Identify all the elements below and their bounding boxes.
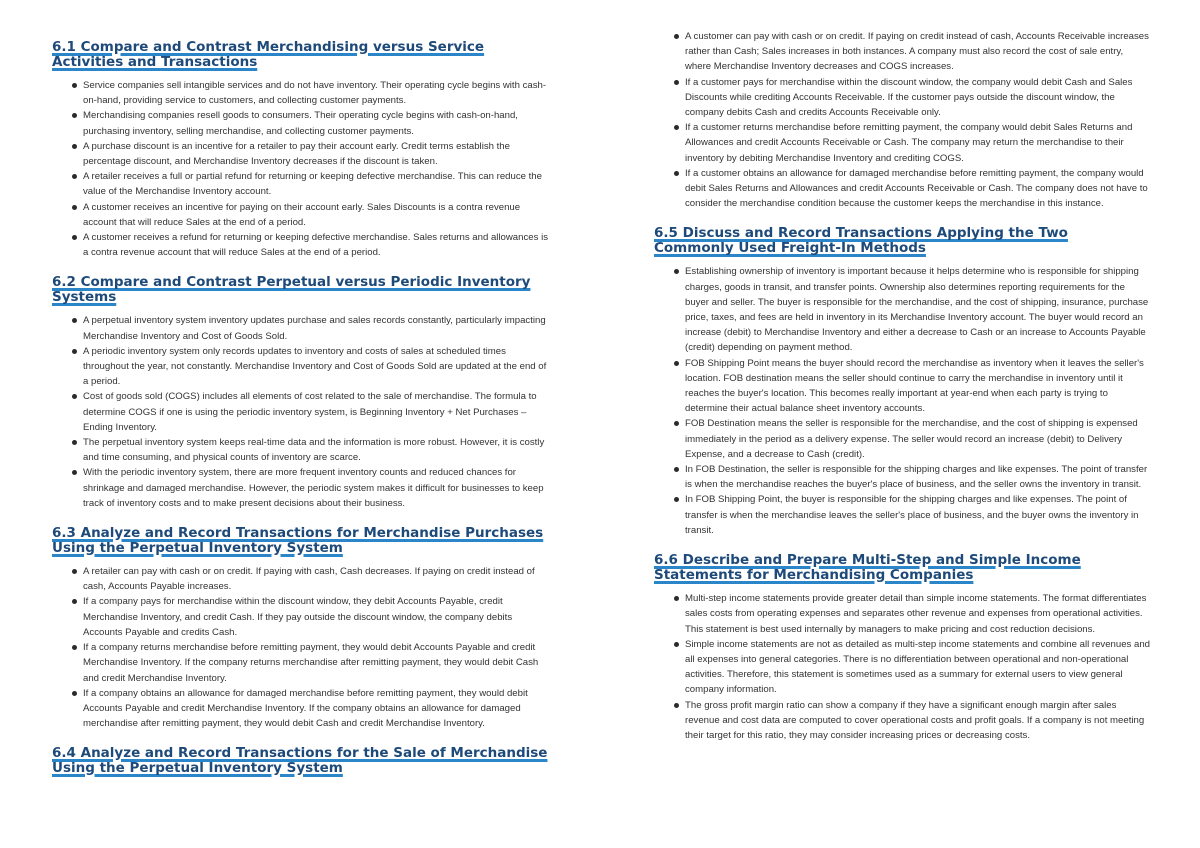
bullet-list: [52, 313, 548, 511]
section-title: 6.4 Analyze and Record Transactions for the Sale of Merchandise Using the Perpetual Inventory System: [52, 745, 548, 777]
list-item: A customer can pay with cash or on credit. If paying on credit instead of cash, Accounts Receivable increases rather than Cash; Sales increases in both instances. A company must also record the cost of sale entry, where Merchandise Inventory decreases and COGS increases.: [654, 29, 1150, 75]
list-item: A perpetual inventory system inventory updates purchase and sales records constantly, particularly impacting Merchandise Inventory and Cost of Goods Sold.: [52, 313, 548, 343]
bullet-list: [654, 29, 1150, 211]
list-item: FOB Shipping Point means the buyer should record the merchandise as inventory when it leaves the seller's location. FOB destination means the seller should continue to carry the merchandise in inventory until it reaches the buyer's location. This becomes really important at year-end when each party is trying to determine their actual balance sheet inventory accounts.: [654, 356, 1150, 417]
list-item: A retailer receives a full or partial refund for returning or keeping defective merchandise. This can reduce the value of the Merchandise Inventory account.: [52, 169, 548, 199]
section-title: 6.6 Describe and Prepare Multi-Step and Simple Income Statements for Merchandising Companies: [654, 552, 1081, 584]
list-item: A retailer can pay with cash or on credit. If paying with cash, Cash decreases. If paying on credit instead of cash, Accounts Payable increases.: [52, 564, 548, 594]
section-6-6: [654, 553, 1150, 743]
right-column: [654, 29, 1150, 743]
section-6-3: [52, 526, 548, 731]
section-6-4-content: [654, 29, 1150, 211]
list-item: Merchandising companies resell goods to consumers. Their operating cycle begins with cash-on-hand, purchasing inventory, selling merchandise, and collecting customer payments.: [52, 108, 548, 138]
list-item: FOB Destination means the seller is responsible for the merchandise, and the cost of shipping is expensed immediately in the period as a delivery expense. The seller would record an increase (debit) to Delivery Expense, and a decrease to Cash (credit).: [654, 416, 1150, 462]
list-item: Establishing ownership of inventory is important because it helps determine who is responsible for shipping charges, goods in transit, and transfer points. Ownership also determines reporting requirements for the buyer and seller. The buyer is responsible for the merchandise, and the cost of shipping, insurance, purchase price, taxes, and fees are held in inventory in its Merchandise Inventory account. The buyer would record an increase (debit) to Merchandise Inventory and either a decrease to Cash or an increase to Accounts Payable (credit) depending on payment method.: [654, 264, 1150, 355]
list-item: If a company obtains an allowance for damaged merchandise before remitting payment, they would debit Accounts Payable and credit Merchandise Inventory. If the company obtains an allowance for damaged merchandise after remitting payment, they would debit Cash and credit Merchandise Inventory.: [52, 686, 548, 732]
bullet-list: [654, 591, 1150, 743]
list-item: If a customer pays for merchandise within the discount window, the company would debit Cash and Sales Discounts while crediting Accounts Receivable. If the customer pays outside the discount window, the company debits Cash and credits Accounts Receivable only.: [654, 75, 1150, 121]
list-item: A purchase discount is an incentive for a retailer to pay their account early. Credit terms establish the percentage discount, and Merchandise Inventory decreases if the discount is taken.: [52, 139, 548, 169]
list-item: If a customer obtains an allowance for damaged merchandise before remitting payment, the company would debit Sales Returns and Allowances and credit Accounts Receivable or Cash. The company does not have to consider the merchandise condition because the customer keeps the merchandise in this instance.: [654, 166, 1150, 212]
list-item: Multi-step income statements provide greater detail than simple income statements. The format differentiates sales costs from operating expenses and separates other revenue and expenses from operational activities. This statement is best used internally by managers to make pricing and cost reduction decisions.: [654, 591, 1150, 637]
bullet-list: [654, 264, 1150, 538]
section-6-5: [654, 226, 1150, 538]
list-item: The gross profit margin ratio can show a company if they have a significant enough margin after sales revenue and cost data are computed to cover operational costs and profit goals. If a company is not meeting their target for this ratio, they may consider increasing prices or decreasing costs.: [654, 698, 1150, 744]
bullet-list: [52, 78, 548, 260]
list-item: In FOB Shipping Point, the buyer is responsible for the shipping charges and like expenses. The point of transfer is when the merchandise leaves the seller's place of business, and the buyer owns the inventory in transit.: [654, 492, 1150, 538]
section-6-4-heading: [52, 746, 548, 776]
list-item: A customer receives a refund for returning or keeping defective merchandise. Sales returns and allowances is a contra revenue account that will reduce Sales at the end of a period.: [52, 230, 548, 260]
list-item: If a company returns merchandise before remitting payment, they would debit Accounts Payable and credit Merchandise Inventory. If the company returns merchandise after remitting payment, they would debit Cash and credit Merchandise Inventory.: [52, 640, 548, 686]
section-title: 6.3 Analyze and Record Transactions for Merchandise Purchases Using the Perpetual Inventory System: [52, 525, 544, 557]
list-item: In FOB Destination, the seller is responsible for the shipping charges and like expenses. The point of transfer is when the merchandise reaches the buyer's place of business, and the seller owns the inventory in transit.: [654, 462, 1150, 492]
list-item: Cost of goods sold (COGS) includes all elements of cost related to the sale of merchandise. The formula to determine COGS if one is using the periodic inventory system, is Beginning Inventory + Net Purchases – Ending Inventory.: [52, 389, 548, 435]
left-column: [52, 40, 548, 784]
list-item: Simple income statements are not as detailed as multi-step income statements and combine all revenues and all expenses into general categories. There is no differentiation between operational and non-operational activities. Therefore, this statement is sometimes used as a summary for external users to view general company information.: [654, 637, 1150, 698]
list-item: Service companies sell intangible services and do not have inventory. Their operating cycle begins with cash-on-hand, providing service to customers, and collecting customer payments.: [52, 78, 548, 108]
list-item: The perpetual inventory system keeps real-time data and the information is more robust. However, it is costly and time consuming, and physical counts of inventory are scarce.: [52, 435, 548, 465]
section-title: 6.5 Discuss and Record Transactions Applying the Two Commonly Used Freight-In Methods: [654, 225, 1068, 257]
list-item: A customer receives an incentive for paying on their account early. Sales Discounts is a contra revenue account that will reduce Sales at the end of a period.: [52, 200, 548, 230]
list-item: If a customer returns merchandise before remitting payment, the company would debit Sales Returns and Allowances and credit Accounts Receivable or Cash. The company may return the merchandise to their inventory by debiting Merchandise Inventory and crediting COGS.: [654, 120, 1150, 166]
list-item: With the periodic inventory system, there are more frequent inventory counts and reduced chances for shrinkage and damaged merchandise. However, the periodic system makes it difficult for businesses to keep track of inventory costs and to make present decisions about their business.: [52, 465, 548, 511]
section-6-2: [52, 275, 548, 511]
section-title: 6.1 Compare and Contrast Merchandising versus Service Activities and Transactions: [52, 39, 485, 70]
section-6-1: [52, 40, 548, 260]
list-item: If a company pays for merchandise within the discount window, they debit Accounts Payable, credit Merchandise Inventory, and credit Cash. If they pay outside the discount window, the company debits Accounts Payable and credits Cash.: [52, 594, 548, 640]
list-item: A periodic inventory system only records updates to inventory and costs of sales at scheduled times throughout the year, not constantly. Merchandise Inventory and Cost of Goods Sold are updated at the end of a period.: [52, 344, 548, 390]
bullet-list: [52, 564, 548, 731]
section-title: 6.2 Compare and Contrast Perpetual versus Periodic Inventory Systems: [52, 274, 531, 306]
